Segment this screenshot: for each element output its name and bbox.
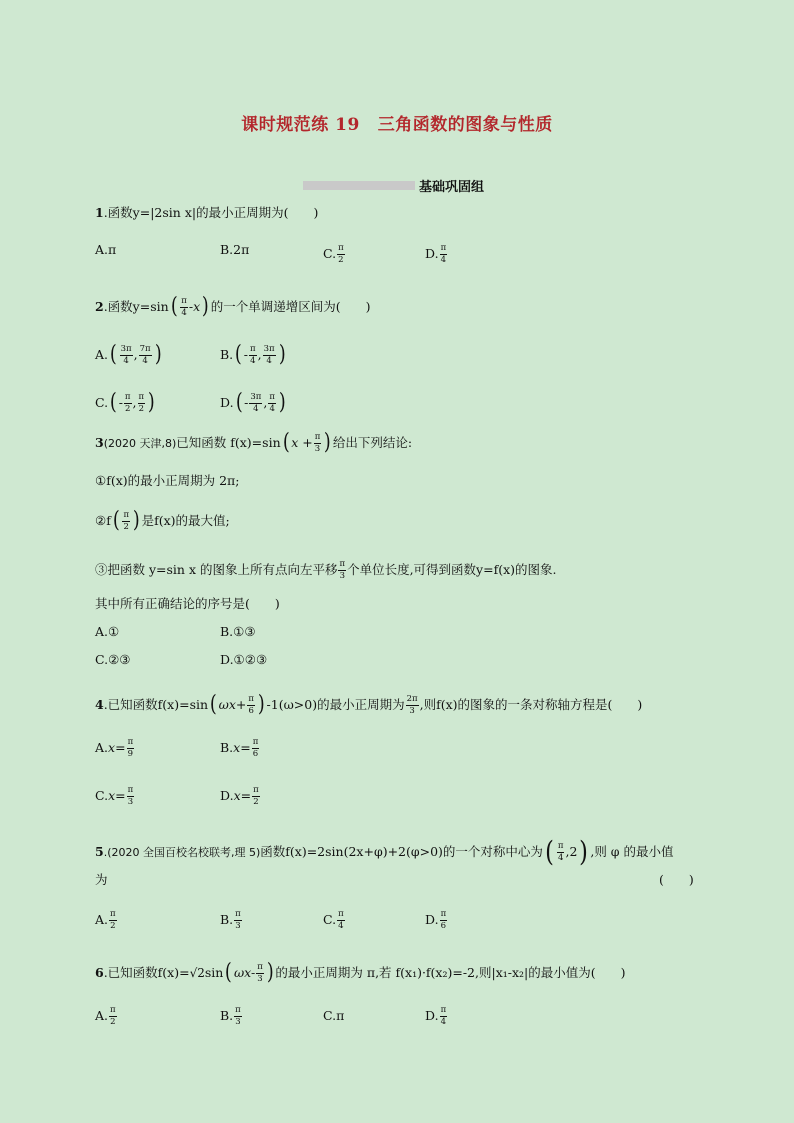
q4-option-d[interactable]: D. x = $\frac{\pi}{2}$ [220, 785, 259, 807]
frac-num: π [253, 785, 259, 795]
q6-option-b[interactable]: B. $\frac{\pi}{3}$ [220, 1005, 241, 1027]
frac-den: 2 [138, 403, 144, 414]
question-1-stem [95, 207, 318, 220]
right-paren: ) [147, 390, 155, 415]
right-paren: ) [202, 294, 209, 319]
question-text: .已知函数f(x)= [103, 964, 190, 980]
frac-den: 4 [250, 355, 256, 366]
question-number: 4 [95, 696, 104, 712]
fraction [127, 786, 135, 806]
question-source: (2020 天津,8) [103, 436, 177, 450]
var-omega: ωx+ [218, 696, 247, 712]
left-paren: ( [225, 960, 233, 985]
statement-text: ③把函数 y=sin x 的图象上所有点向左平移 [95, 561, 338, 577]
left-paren: ( [545, 835, 554, 868]
right-paren: ) [132, 508, 140, 533]
fraction [256, 963, 264, 983]
right-paren: ) [324, 430, 332, 455]
frac-den: 4 [557, 852, 564, 863]
q1-option-b[interactable] [220, 244, 249, 257]
option-text: B.①③ [220, 624, 256, 639]
q1-option-d[interactable]: D. $\frac{\pi}{4}$ [425, 243, 447, 265]
fraction [120, 345, 133, 365]
question-6-stem [95, 962, 626, 984]
question-text: 为 [95, 872, 108, 887]
question-5-stem [95, 835, 674, 868]
fraction [440, 1006, 448, 1026]
statement-text: 个单位长度,可得到函数y=f(x)的图象. [347, 561, 557, 577]
question-5-stem-cont [95, 874, 108, 887]
left-paren: ( [209, 692, 217, 717]
frac-num: π [235, 909, 241, 919]
frac-den: 2 [110, 920, 116, 931]
section-label: 基础巩固组 [419, 179, 485, 195]
frac-den: 2 [338, 254, 344, 265]
option-text: A.π [95, 242, 117, 257]
left-paren: ( [109, 390, 117, 415]
frac-num: 7π [139, 344, 151, 354]
option-text: D.①②③ [220, 652, 268, 667]
right-paren: ) [154, 342, 162, 367]
frac-num: π [124, 392, 131, 402]
question-text: .函数y=|2sin x|的最小正周期为( ) [103, 205, 319, 220]
fraction [127, 738, 135, 758]
q5-option-c[interactable]: C. $\frac{\pi}{4}$ [323, 909, 344, 931]
frac-den: 3 [339, 570, 345, 581]
frac-den: 4 [253, 403, 259, 414]
question-text: .已知函数f(x)=sin [103, 696, 209, 712]
frac-num: π [269, 392, 275, 402]
frac-num: π [110, 1005, 116, 1015]
frac-den: 3 [127, 796, 134, 807]
question-4-stem [95, 694, 642, 716]
question-text: 函数f(x)=2sin(2x+φ)+2(φ>0)的一个对称中心为 [260, 843, 543, 859]
frac-den: 2 [110, 1016, 116, 1027]
fraction [124, 393, 132, 413]
q3-option-c[interactable] [95, 654, 131, 667]
frac-den: 2 [125, 403, 131, 414]
frac-num: 3π [250, 392, 262, 402]
left-paren: ( [170, 294, 178, 319]
right-paren: ) [257, 692, 265, 717]
q3-statement-2 [95, 510, 230, 532]
right-paren: ) [579, 835, 589, 868]
frac-den: 4 [142, 355, 148, 366]
question-text: 的一个单调递增区间为( ) [210, 298, 371, 314]
option-text: B.2π [220, 242, 250, 257]
frac-num: π [440, 909, 447, 919]
left-paren: ( [109, 342, 117, 367]
left-paren: ( [235, 390, 243, 415]
page-title-right: 三角函数的图象与性质 [377, 115, 553, 135]
frac-num: π [248, 694, 254, 704]
q3-option-a[interactable] [95, 626, 119, 639]
question-2-stem [95, 296, 371, 318]
var-x: x + [291, 434, 313, 450]
fraction [234, 1006, 242, 1026]
frac-den: 4 [181, 307, 187, 318]
answer-paren: ( ) [659, 872, 694, 887]
left-paren: ( [282, 430, 290, 455]
right-paren: ) [278, 390, 286, 415]
q3-statement-3 [95, 560, 557, 580]
frac-den: 4 [266, 355, 272, 366]
fraction [122, 511, 130, 531]
fraction [252, 738, 260, 758]
frac-num: π [314, 432, 321, 442]
var-omega: ωx- [233, 964, 256, 980]
frac-num: π [250, 344, 256, 354]
section-bar [303, 181, 415, 190]
q3-option-d[interactable] [220, 654, 267, 667]
var-x: x [193, 298, 201, 314]
q6-option-a[interactable]: A. $\frac{\pi}{2}$ [95, 1005, 116, 1027]
frac-den: 3 [235, 1016, 241, 1027]
frac-num: π [127, 785, 134, 795]
fraction [249, 393, 262, 413]
statement-text: ①f(x)的最小正周期为 2π; [95, 473, 240, 488]
fraction [249, 345, 257, 365]
frac-num: 3π [263, 344, 275, 354]
frac-den: 4 [338, 920, 344, 931]
q4-option-c[interactable]: C. x = $\frac{\pi}{3}$ [95, 785, 134, 807]
option-text: C.π [323, 1008, 345, 1023]
frac-den: 3 [257, 973, 263, 984]
question-text: 其中所有正确结论的序号是( ) [95, 596, 280, 611]
fraction [180, 297, 188, 317]
question-text: 的最小正周期为 π,若 f(x₁)·f(x₂)=-2,则|x₁-x₂|的最小值为( ) [275, 964, 626, 980]
section-header [303, 176, 484, 194]
q5-option-d[interactable]: D. $\frac{\pi}{6}$ [425, 909, 447, 931]
frac-den: 3 [314, 443, 321, 454]
frac-den: 2 [123, 521, 129, 532]
frac-den: 9 [127, 748, 134, 759]
question-number: 3 [95, 434, 104, 450]
fraction [440, 910, 448, 930]
fraction [268, 393, 276, 413]
q2-option-d[interactable]: D. ( - $\frac{3\pi}{4}$ , $\frac{\pi}{4}$ ) [220, 390, 286, 415]
right-paren: ) [278, 342, 286, 367]
q2-option-a[interactable]: A. ( $\frac{3\pi}{4}$ , $\frac{7\pi}{4}$ ) [95, 342, 162, 367]
fraction [138, 393, 146, 413]
question-text: .函数y=sin [103, 298, 169, 314]
question-text: sin [204, 964, 224, 980]
frac-num: π [123, 510, 130, 520]
q2-option-b[interactable]: B. ( - $\frac{\pi}{4}$ , $\frac{3\pi}{4}$ ) [220, 342, 286, 367]
question-number: 1 [95, 205, 104, 220]
frac-den: 4 [440, 254, 447, 265]
q3-option-b[interactable] [220, 626, 256, 639]
question-source: .(2020 全国百校名校联考,理 5) [103, 845, 261, 859]
fraction [252, 786, 260, 806]
coordinate: ,2 [565, 843, 578, 859]
fraction [337, 910, 345, 930]
fraction [234, 910, 242, 930]
frac-den: 6 [440, 920, 447, 931]
frac-den: 3 [235, 920, 241, 931]
frac-num: π [338, 243, 344, 253]
minus: - [188, 298, 194, 314]
frac-den: 2 [253, 796, 259, 807]
frac-num: 2π [406, 694, 418, 704]
left-paren: ( [235, 342, 242, 367]
question-text: 已知函数 f(x)=sin [176, 434, 281, 450]
frac-num: 3π [120, 344, 132, 354]
frac-num: π [252, 737, 259, 747]
frac-den: 4 [269, 403, 275, 414]
question-text: ,则 φ 的最小值 [590, 843, 674, 859]
q4-option-a[interactable]: A. x = $\frac{\pi}{9}$ [95, 737, 134, 759]
frac-num: π [338, 909, 344, 919]
statement-text: 是f(x)的最大值; [141, 512, 230, 528]
q1-option-a[interactable] [95, 244, 116, 257]
frac-num: π [440, 243, 447, 253]
fraction [440, 244, 448, 264]
q5-option-b[interactable]: B. $\frac{\pi}{3}$ [220, 909, 241, 931]
fraction [337, 244, 345, 264]
frac-num: π [339, 559, 346, 569]
right-paren: ) [266, 960, 274, 985]
frac-num: π [440, 1005, 447, 1015]
frac-num: π [181, 296, 187, 306]
question-number: 5 [95, 843, 104, 859]
frac-den: 3 [409, 705, 415, 716]
statement-text: ②f [95, 512, 111, 528]
q5-answer-blank [659, 874, 694, 887]
q3-ask [95, 598, 280, 611]
fraction [139, 345, 152, 365]
q5-option-a[interactable]: A. $\frac{\pi}{2}$ [95, 909, 116, 931]
frac-num: π [557, 841, 564, 851]
option-text: A.① [95, 624, 120, 639]
fraction [314, 433, 322, 453]
fraction [247, 695, 255, 715]
frac-den: 6 [248, 705, 254, 716]
left-paren: ( [112, 508, 120, 533]
fraction [109, 1006, 117, 1026]
question-number: 6 [95, 964, 104, 980]
q6-option-c[interactable] [323, 1010, 344, 1023]
question-number: 2 [95, 298, 104, 314]
sqrt-two: √2 [189, 966, 205, 980]
question-3-stem [95, 432, 412, 454]
fraction [338, 560, 346, 580]
question-text: 给出下列结论: [332, 434, 413, 450]
page-title-left: 课时规范练 19 [241, 115, 360, 135]
q4-option-b[interactable]: B. x = $\frac{\pi}{6}$ [220, 737, 259, 759]
question-text: -1(ω>0)的最小正周期为 [266, 696, 405, 712]
page-title [0, 110, 794, 135]
question-text: ,则f(x)的图象的一条对称轴方程是( ) [419, 696, 643, 712]
fraction [557, 842, 565, 862]
fraction [263, 345, 276, 365]
q3-statement-1 [95, 475, 240, 488]
frac-den: 4 [440, 1016, 447, 1027]
frac-num: π [127, 737, 134, 747]
frac-num: π [235, 1005, 241, 1015]
frac-num: π [110, 909, 116, 919]
frac-den: 6 [252, 748, 259, 759]
frac-num: π [257, 962, 263, 972]
fraction [109, 910, 117, 930]
frac-num: π [138, 392, 145, 402]
q1-option-c[interactable]: C. $\frac{\pi}{2}$ [323, 243, 344, 265]
frac-den: 4 [123, 355, 129, 366]
option-text: C.②③ [95, 652, 131, 667]
q6-option-d[interactable]: D. $\frac{\pi}{4}$ [425, 1005, 447, 1027]
q2-option-c[interactable]: C. ( - $\frac{\pi}{2}$ , $\frac{\pi}{2}$ ) [95, 390, 155, 415]
fraction [406, 695, 419, 715]
